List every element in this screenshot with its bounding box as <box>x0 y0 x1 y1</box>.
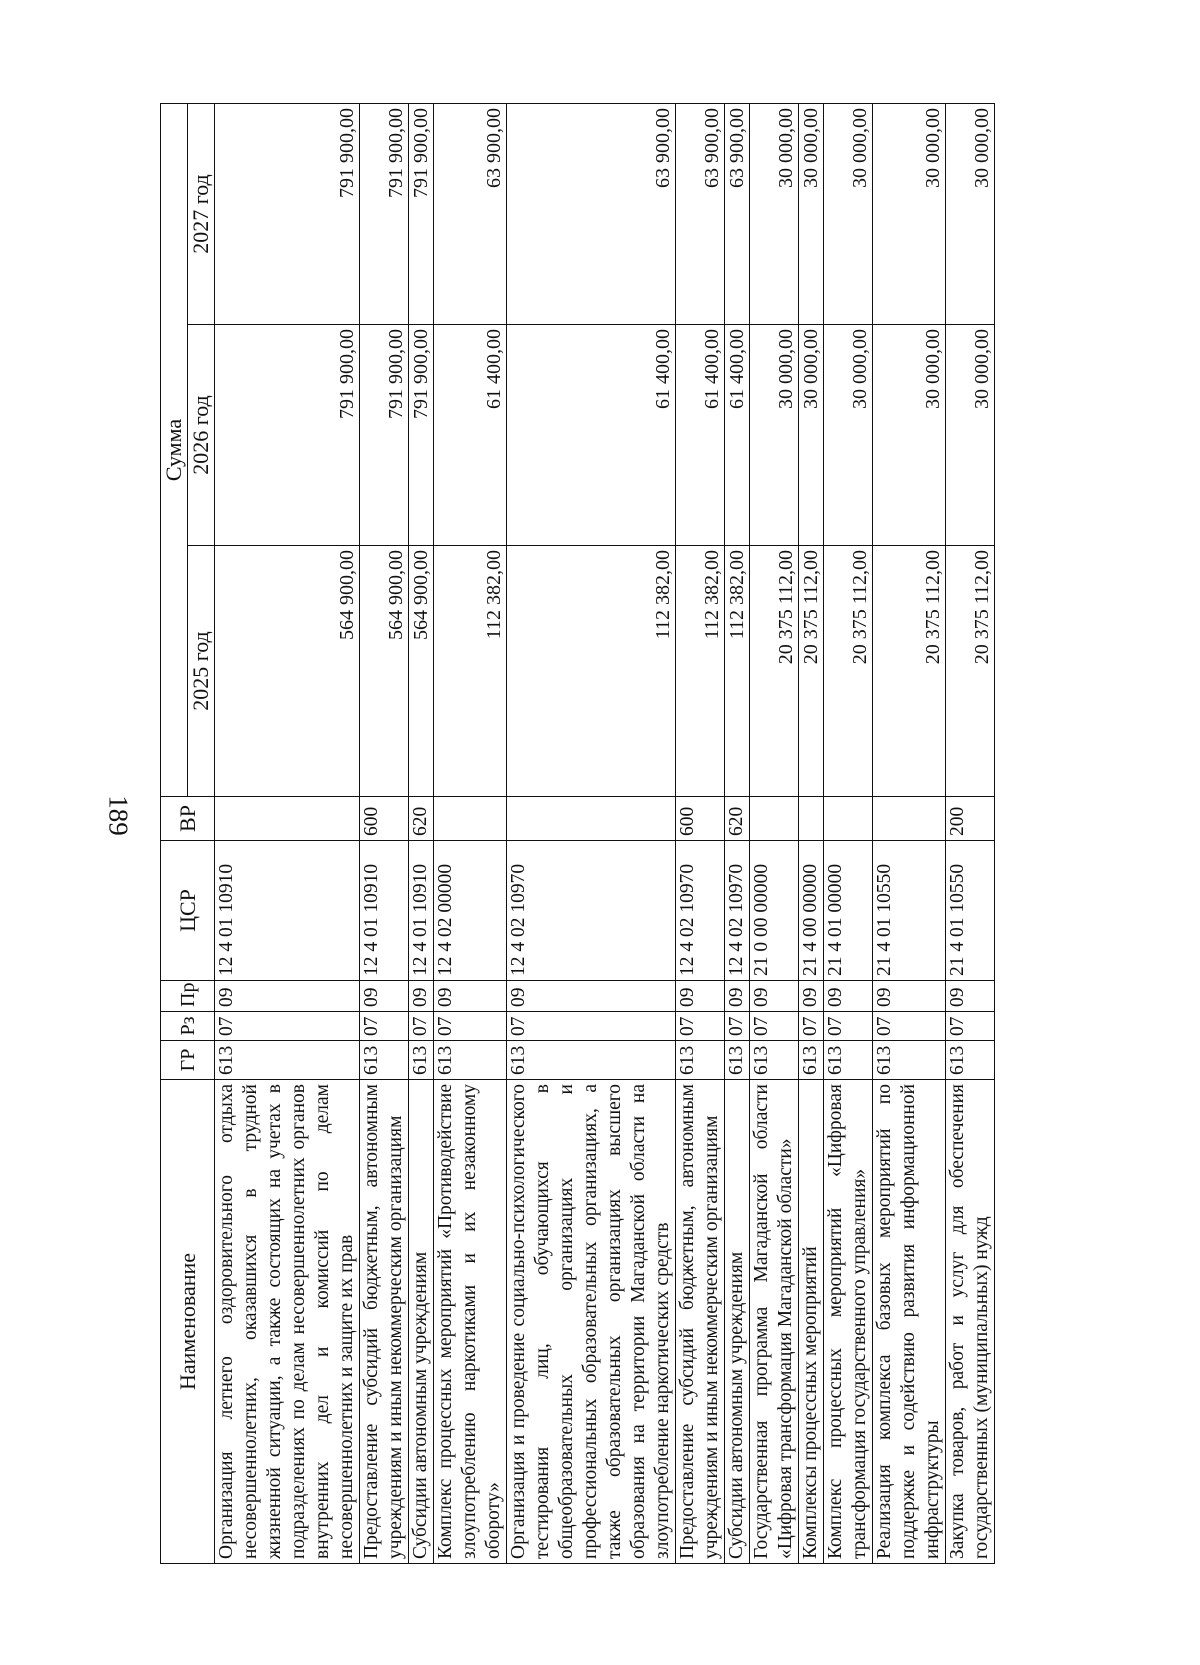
row-csr: 12 4 02 10970 <box>507 841 676 981</box>
header-year-2027: 2027 год <box>188 104 215 325</box>
row-sum-2026: 30 000,00 <box>750 325 799 546</box>
row-csr: 21 4 01 10550 <box>873 841 946 981</box>
row-vr <box>873 797 946 841</box>
row-sum-2027: 63 900,00 <box>434 104 507 325</box>
header-sum: Сумма <box>161 104 188 797</box>
row-gr: 613 <box>676 1041 725 1080</box>
header-name: Наименование <box>161 1080 215 1564</box>
table-row <box>946 104 995 1564</box>
row-name: Организация и проведение социально-психологического тестирования лиц, обучающихся в общеобразовательных организациях и профессиональных образовательных организациях, а также образовательных организациях высшего образования на территории Магаданской области на злоупотребление наркотических средств <box>507 1080 676 1564</box>
row-csr: 12 4 02 00000 <box>434 841 507 981</box>
table-row <box>360 104 409 1564</box>
row-gr: 613 <box>799 1041 824 1080</box>
row-name: Субсидии автономным учреждениям <box>725 1080 750 1564</box>
row-gr: 613 <box>215 1041 360 1080</box>
row-vr <box>215 797 360 841</box>
row-sum-2026: 61 400,00 <box>507 325 676 546</box>
page-number: 189 <box>103 795 134 836</box>
row-vr: 620 <box>409 797 434 841</box>
row-pr: 09 <box>676 981 725 1012</box>
row-rz: 07 <box>946 1012 995 1041</box>
table-row <box>215 104 360 1564</box>
row-rz: 07 <box>873 1012 946 1041</box>
table-row <box>676 104 725 1564</box>
row-gr: 613 <box>409 1041 434 1080</box>
row-vr <box>750 797 799 841</box>
row-sum-2027: 63 900,00 <box>507 104 676 325</box>
row-csr: 21 4 01 10550 <box>946 841 995 981</box>
row-sum-2025: 112 382,00 <box>676 546 725 797</box>
header-rz: Рз <box>161 1012 215 1041</box>
table-row <box>434 104 507 1564</box>
row-pr: 09 <box>360 981 409 1012</box>
row-sum-2027: 791 900,00 <box>215 104 360 325</box>
row-rz: 07 <box>215 1012 360 1041</box>
row-gr: 613 <box>434 1041 507 1080</box>
table-row <box>799 104 824 1564</box>
row-csr: 12 4 02 10970 <box>725 841 750 981</box>
rotated-table-wrapper <box>160 104 1090 1564</box>
row-gr: 613 <box>725 1041 750 1080</box>
row-gr: 613 <box>750 1041 799 1080</box>
row-pr: 09 <box>750 981 799 1012</box>
row-sum-2025: 20 375 112,00 <box>946 546 995 797</box>
row-sum-2026: 30 000,00 <box>873 325 946 546</box>
row-sum-2026: 61 400,00 <box>725 325 750 546</box>
row-sum-2027: 63 900,00 <box>676 104 725 325</box>
row-sum-2025: 564 900,00 <box>409 546 434 797</box>
row-sum-2025: 112 382,00 <box>725 546 750 797</box>
row-sum-2025: 20 375 112,00 <box>799 546 824 797</box>
row-csr: 12 4 01 10910 <box>215 841 360 981</box>
row-sum-2025: 564 900,00 <box>360 546 409 797</box>
row-csr: 12 4 01 10910 <box>409 841 434 981</box>
row-rz: 07 <box>507 1012 676 1041</box>
row-pr: 09 <box>434 981 507 1012</box>
row-pr: 09 <box>409 981 434 1012</box>
row-vr <box>799 797 824 841</box>
row-sum-2026: 30 000,00 <box>946 325 995 546</box>
row-pr: 09 <box>873 981 946 1012</box>
row-name: Комплекс процессных мероприятий «Противодействие злоупотреблению наркотиками и их незаконному обороту» <box>434 1080 507 1564</box>
budget-table <box>160 103 995 1564</box>
header-year-2025: 2025 год <box>188 546 215 797</box>
row-name: Государственная программа Магаданской области «Цифровая трансформация Магаданской области» <box>750 1080 799 1564</box>
row-name: Предоставление субсидий бюджетным, автономным учреждениям и иным некоммерческим организациям <box>676 1080 725 1564</box>
table-row <box>873 104 946 1564</box>
table-row <box>750 104 799 1564</box>
row-rz: 07 <box>799 1012 824 1041</box>
row-gr: 613 <box>824 1041 873 1080</box>
row-pr: 09 <box>824 981 873 1012</box>
row-rz: 07 <box>360 1012 409 1041</box>
row-vr: 620 <box>725 797 750 841</box>
row-sum-2025: 20 375 112,00 <box>750 546 799 797</box>
row-sum-2027: 30 000,00 <box>750 104 799 325</box>
row-rz: 07 <box>434 1012 507 1041</box>
row-rz: 07 <box>676 1012 725 1041</box>
header-row-1 <box>161 104 188 1564</box>
row-sum-2025: 20 375 112,00 <box>824 546 873 797</box>
row-sum-2026: 30 000,00 <box>824 325 873 546</box>
row-rz: 07 <box>750 1012 799 1041</box>
row-pr: 09 <box>946 981 995 1012</box>
header-year-2026: 2026 год <box>188 325 215 546</box>
row-sum-2026: 791 900,00 <box>409 325 434 546</box>
row-gr: 613 <box>873 1041 946 1080</box>
header-csr: ЦСР <box>161 841 215 981</box>
row-sum-2026: 61 400,00 <box>434 325 507 546</box>
row-sum-2026: 61 400,00 <box>676 325 725 546</box>
row-name: Комплекс процессных мероприятий «Цифровая трансформация государственного управления» <box>824 1080 873 1564</box>
row-sum-2025: 112 382,00 <box>507 546 676 797</box>
row-vr: 200 <box>946 797 995 841</box>
row-sum-2027: 63 900,00 <box>725 104 750 325</box>
row-vr: 600 <box>676 797 725 841</box>
row-gr: 613 <box>946 1041 995 1080</box>
row-sum-2027: 30 000,00 <box>799 104 824 325</box>
row-sum-2025: 112 382,00 <box>434 546 507 797</box>
row-sum-2025: 564 900,00 <box>215 546 360 797</box>
row-sum-2025: 20 375 112,00 <box>873 546 946 797</box>
row-pr: 09 <box>725 981 750 1012</box>
row-gr: 613 <box>507 1041 676 1080</box>
row-vr <box>824 797 873 841</box>
row-name: Реализация комплекса базовых мероприятий по поддержке и содействию развития информационной инфраструктуры <box>873 1080 946 1564</box>
row-pr: 09 <box>799 981 824 1012</box>
row-sum-2026: 791 900,00 <box>215 325 360 546</box>
header-pr: Пр <box>161 981 215 1012</box>
row-csr: 12 4 01 10910 <box>360 841 409 981</box>
row-csr: 21 0 00 00000 <box>750 841 799 981</box>
row-name: Организация летнего оздоровительного отдыха несовершеннолетних, оказавшихся в трудной жизненной ситуации, а также состоящих на учетах в подразделениях по делам несовершеннолетних органов внутренних дел и комиссий по делам несовершеннолетних и защите их прав <box>215 1080 360 1564</box>
header-gr: ГР <box>161 1041 215 1080</box>
row-name: Закупка товаров, работ и услуг для обеспечения государственных (муниципальных) нужд <box>946 1080 995 1564</box>
row-vr <box>507 797 676 841</box>
table-row <box>409 104 434 1564</box>
row-name: Комплексы процессных мероприятий <box>799 1080 824 1564</box>
row-sum-2027: 30 000,00 <box>824 104 873 325</box>
table-row <box>824 104 873 1564</box>
row-sum-2027: 30 000,00 <box>946 104 995 325</box>
row-csr: 21 4 00 00000 <box>799 841 824 981</box>
row-sum-2027: 791 900,00 <box>360 104 409 325</box>
row-vr <box>434 797 507 841</box>
row-gr: 613 <box>360 1041 409 1080</box>
row-vr: 600 <box>360 797 409 841</box>
row-csr: 12 4 02 10970 <box>676 841 725 981</box>
row-sum-2026: 791 900,00 <box>360 325 409 546</box>
row-name: Предоставление субсидий бюджетным, автономным учреждениям и иным некоммерческим организациям <box>360 1080 409 1564</box>
row-csr: 21 4 01 00000 <box>824 841 873 981</box>
row-pr: 09 <box>507 981 676 1012</box>
row-sum-2026: 30 000,00 <box>799 325 824 546</box>
row-rz: 07 <box>409 1012 434 1041</box>
header-vr: ВР <box>161 797 215 841</box>
table-row <box>507 104 676 1564</box>
row-sum-2027: 791 900,00 <box>409 104 434 325</box>
row-pr: 09 <box>215 981 360 1012</box>
row-sum-2027: 30 000,00 <box>873 104 946 325</box>
row-rz: 07 <box>824 1012 873 1041</box>
table-row <box>725 104 750 1564</box>
row-name: Субсидии автономным учреждениям <box>409 1080 434 1564</box>
row-rz: 07 <box>725 1012 750 1041</box>
